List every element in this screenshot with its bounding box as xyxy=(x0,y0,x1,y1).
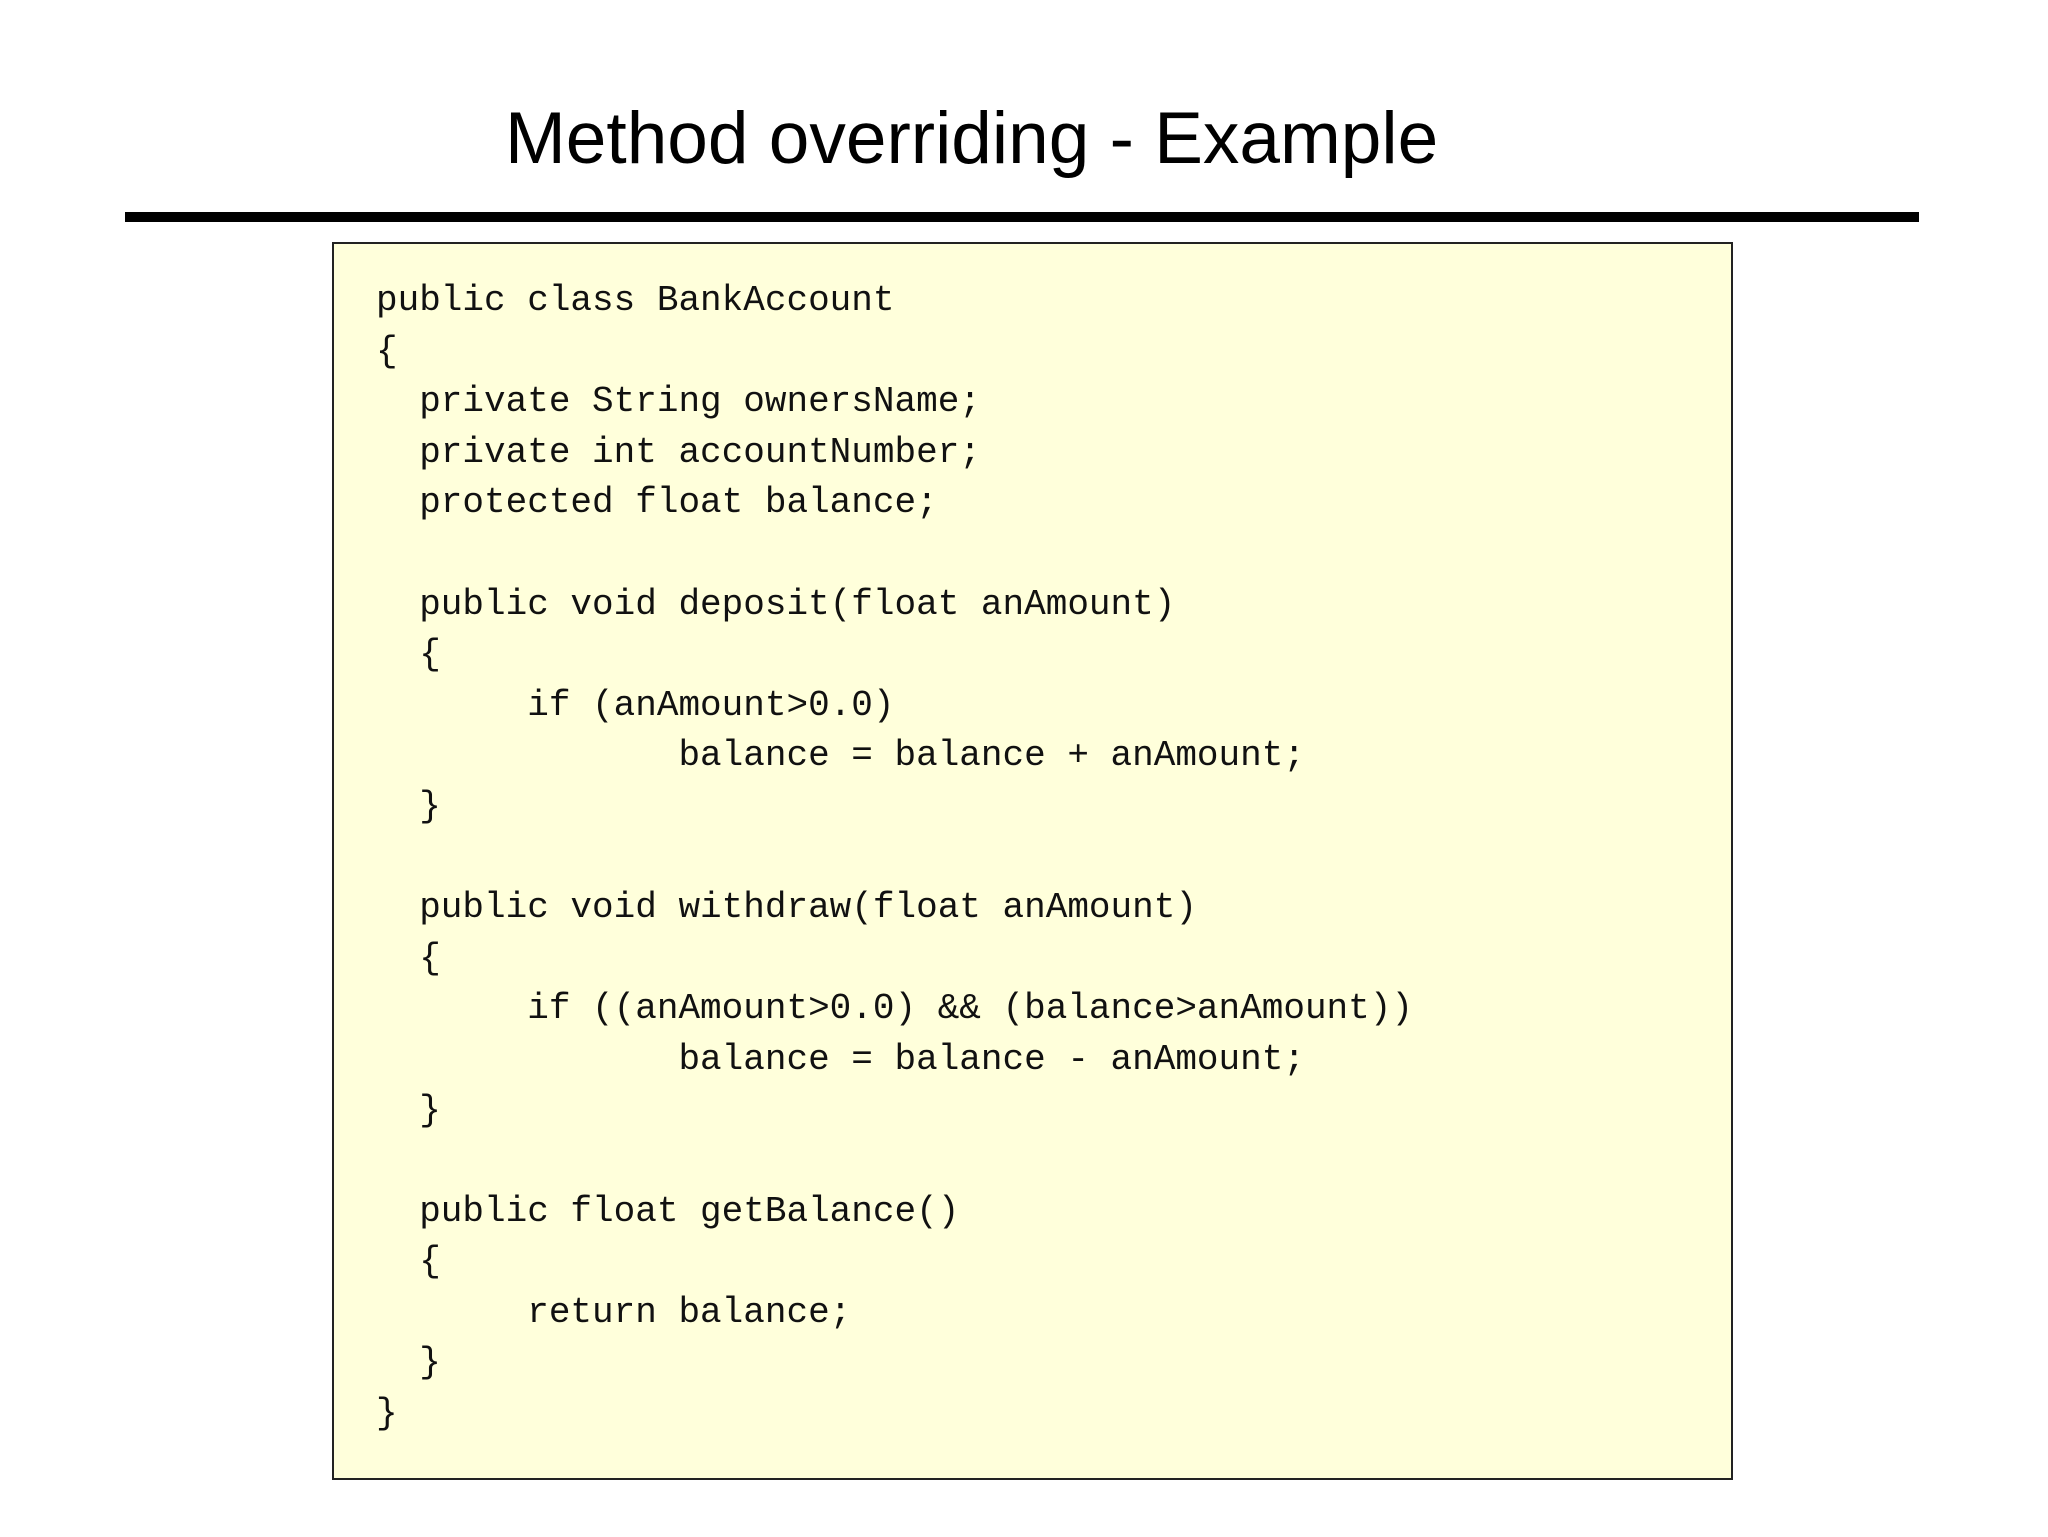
code-line: { xyxy=(376,937,441,979)
code-line: } xyxy=(376,1393,398,1435)
title-underline xyxy=(125,212,1919,222)
code-line: if (anAmount>0.0) xyxy=(376,684,895,726)
code-block xyxy=(332,242,1733,1480)
code-line: public void withdraw(float anAmount) xyxy=(376,887,1197,929)
code-line: { xyxy=(376,330,398,372)
code-line: protected float balance; xyxy=(376,482,938,524)
code-line xyxy=(376,1136,1413,1187)
code-line: public float getBalance() xyxy=(376,1190,960,1232)
code-line: } xyxy=(376,1342,441,1384)
slide-title: Method overriding - Example xyxy=(505,98,1439,179)
code-line: return balance; xyxy=(376,1291,852,1333)
code-line: public void deposit(float anAmount) xyxy=(376,583,1176,625)
code-line: } xyxy=(376,1089,441,1131)
code-line: private int accountNumber; xyxy=(376,431,981,473)
code-line: { xyxy=(376,1241,441,1283)
code-lines xyxy=(376,276,1413,1440)
code-line: private String ownersName; xyxy=(376,381,981,423)
code-line xyxy=(376,529,1413,580)
code-line: public class BankAccount xyxy=(376,280,895,321)
code-line xyxy=(376,833,1413,884)
code-line: balance = balance - anAmount; xyxy=(376,1038,1305,1080)
code-line: } xyxy=(376,785,441,827)
code-line: { xyxy=(376,634,441,676)
code-line: balance = balance + anAmount; xyxy=(376,735,1305,777)
code-line: if ((anAmount>0.0) && (balance>anAmount)) xyxy=(376,988,1413,1030)
